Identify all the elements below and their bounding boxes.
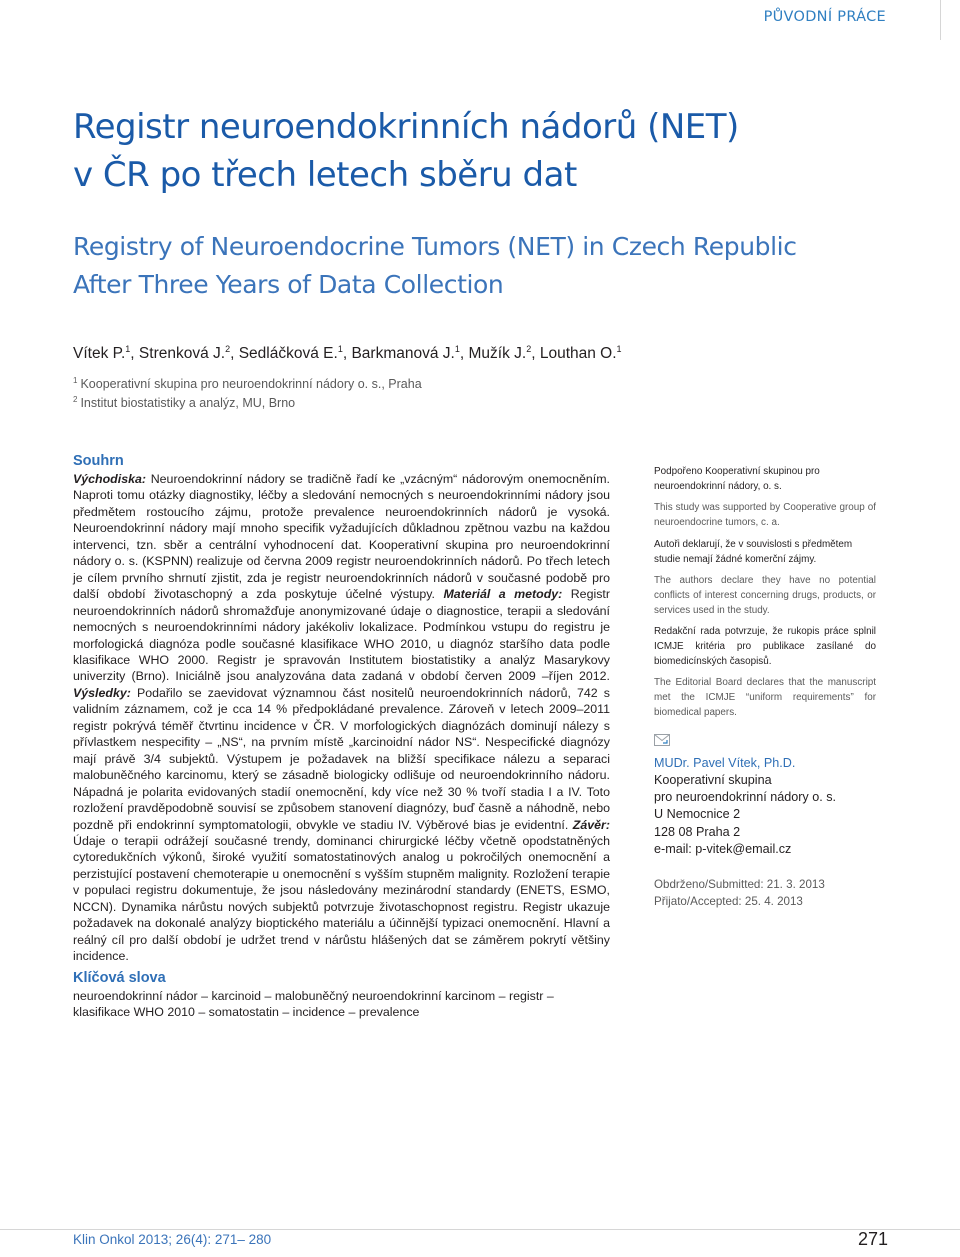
contact-name: MUDr. Pavel Vítek, Ph.D. bbox=[654, 755, 796, 770]
author: Vítek P.$^1$, bbox=[73, 344, 139, 363]
methods-label: Materiál a metody: bbox=[443, 587, 563, 602]
affiliation-2: $^2$ Institut biostatistiky a analýz, MU, Brno bbox=[73, 395, 296, 411]
article-title-cz bbox=[73, 103, 893, 199]
results-label: Výsledky: bbox=[73, 685, 131, 700]
accepted-date: Přijato/Accepted: 25. 4. 2013 bbox=[654, 895, 803, 909]
author-list bbox=[73, 344, 622, 363]
title-en-line-2: After Three Years of Data Collection bbox=[73, 270, 504, 299]
affiliation-1: $^1$ Kooperativní skupina pro neuroendokrinní nádory o. s., Praha bbox=[73, 376, 422, 392]
editorial-en: The Editorial Board declares that the manuscript met the ICMJE “uniform requirements” for biomedical papers. bbox=[654, 677, 876, 718]
coi-cz: Autoři deklarují, že v souvislosti s předmětem studie nemají žádné komerční zájmy. bbox=[654, 538, 853, 565]
contact-email: e-mail: p-vitek@email.cz bbox=[654, 842, 792, 857]
conclusion-label: Závěr: bbox=[572, 817, 610, 832]
contact-org-2: pro neuroendokrinní nádory o. s. bbox=[654, 790, 837, 805]
keywords-text: neuroendokrinní nádor – karcinoid – malobuněčný neuroendokrinní karcinom – registr – klasifikace WHO 2010 – somatostatin – incidence – prevalence bbox=[73, 989, 554, 1020]
abstract-section bbox=[73, 453, 610, 965]
keywords-section bbox=[73, 970, 610, 1021]
journal-citation: Klin Onkol 2013; 26(4): 271– 280 bbox=[73, 1232, 272, 1247]
editorial-cz: Redakční rada potvrzuje, že rukopis práce splnil ICMJE kritéria pro publikace zasílané do biomedicínských časopisů. bbox=[654, 626, 876, 667]
contact-city: 128 08 Praha 2 bbox=[654, 824, 741, 839]
title-cz-line-2: v ČR po třech letech sběru dat bbox=[73, 155, 577, 195]
section-label: PŮVODNÍ PRÁCE bbox=[763, 9, 886, 25]
keywords-heading: Klíčová slova bbox=[73, 970, 166, 986]
background-label: Východiska: bbox=[73, 472, 146, 486]
support-en: This study was supported by Cooperative group of neuroendocrine tumors, c. a. bbox=[654, 502, 876, 529]
coi-en: The authors declare they have no potential conflicts of interest concerning drugs, products, or services used in the study. bbox=[654, 575, 876, 616]
author: Mužík J.$^2$, bbox=[468, 344, 540, 363]
header-divider bbox=[940, 0, 941, 40]
footer-divider bbox=[0, 1229, 960, 1230]
correspondence-address bbox=[654, 755, 876, 859]
article-title-en bbox=[73, 228, 893, 304]
support-cz: Podpořeno Kooperativní skupinou pro neuroendokrinní nádory, o. s. bbox=[654, 466, 820, 492]
title-cz-line-1: Registr neuroendokrinních nádorů (NET) bbox=[73, 107, 739, 147]
envelope-icon bbox=[654, 734, 670, 746]
sidebar-notes bbox=[654, 465, 876, 910]
title-en-line-1: Registry of Neuroendocrine Tumors (NET) in Czech Republic bbox=[73, 232, 797, 261]
author: Sedláčková E.$^1$, bbox=[238, 344, 352, 363]
author: Barkmanová J.$^1$, bbox=[351, 344, 469, 363]
submission-dates bbox=[654, 876, 876, 910]
summary-heading: Souhrn bbox=[73, 453, 124, 469]
contact-org-1: Kooperativní skupina bbox=[654, 772, 772, 787]
summary-text: Východiska: Neuroendokrinní nádory se tradičně řadí ke „vzácným“ nádorovým onemocněním. Naproti tomu otázky diagnostiky, léčby a sledování nemocných s neuroendokrinními nádory jsou předmětem rostoucího zájmu, protože prevalence neuroendokrinních nádorů je vysoká. Neuroendokrinní nádory mají mnoho specifik vyžadujících důkladnou zpětnou vazbu na každou intervenci, tzn. sběr a centrální vyhodnocení dat. Kooperativní skupina pro neuroendokrinní nádory o. s. (KSPNN) realizuje od června 2009 registr neuroendokrinních nádorů. Po třech letech je cílem prvního shrnutí zjistit, zda je registr neuroendokrinních nádorů v současné podobě pro další období životaschopný a zda poskytuje účelné výstupy. Materiál a metody: Registr neuroendokrinních nádorů shromažďuje anonymizované údaje o diagnostice, terapii a sledování nemocných s neuroendokrinními nádory jakékoliv lokalizace. Podmínkou vstupu do registru je morfologická diagnóza podle současné klasifikace WHO 2010, u diagnóz staršího data podle klasifikace WHO 2000. Registr je spravován Institutem biostatistiky a analýz Masarykovy univerzity (Brno). Iniciálně jsou analyzována data zadaná v období červen 2009 –říjen 2012. Výsledky: Podařilo se zaevidovat významnou část nositelů neuroendokrinních nádorů, 742 s validním záznamem, což je cca 14 % předpokládané prevalence. Zároveň v letech 2009–2011 registr pokrývá téměř čtvrtinu incidence v ČR. V morfologických diagnózách dominují nálezy s přívlastkem nespecifity – „NS“, na prvním místě „karcinoidní nádor NS“. Nespecifické diagnózy mají právě 3/4 subjektů. Výstupem je požadavek na bližší specifikace nálezu a separaci malobuněčného karcinomu, který se zásadně biologicky odlišuje od neuroendokrinního nádoru. Nápadná je polarita evidovaných stadií onemocnění, kdy více než 30 % tvoří stadia I a IV. Toto rozložení pravděpodobně souvisí se způsobem stanovení diagnózy, buď časně a náhodně, nebo pozdně při endokrinní symptomatologii, obvykle ve stadiu IV. Výběrové bias je evidentní. Závěr: Údaje o terapii odrážejí současné trendy, dominanci chirurgické léčby včetně opodstatněných cytoredukčních výkonů, široké využití somatostatinových analog u pokročilých onemocnění a perzistující postavení chemoterapie u onemocnění s vyšším stupněm malignity. Rozložení terapie v populaci registru dokumentuje, že jsou následovány mezinárodní standardy (ENETS, ESMO, NCCN). Dynamika nárůstu nových subjektů potvrzuje životaschopnost registru. Registr ukazuje požadavek na dokonalé analýzy bioptického materiálu a účinnější typizaci onemocnění. Hlavní a reálný cíl pro další období je udržet trend v nárůstu hlášených dat se záměrem pokrytí většiny incidence. bbox=[73, 472, 610, 964]
contact-street: U Nemocnice 2 bbox=[654, 807, 741, 822]
author: Strenková J.$^2$, bbox=[138, 344, 239, 363]
page-number: 271 bbox=[857, 1229, 888, 1249]
author: Louthan O.$^1$ bbox=[539, 344, 622, 363]
submitted-date: Obdrženo/Submitted: 21. 3. 2013 bbox=[654, 878, 825, 892]
